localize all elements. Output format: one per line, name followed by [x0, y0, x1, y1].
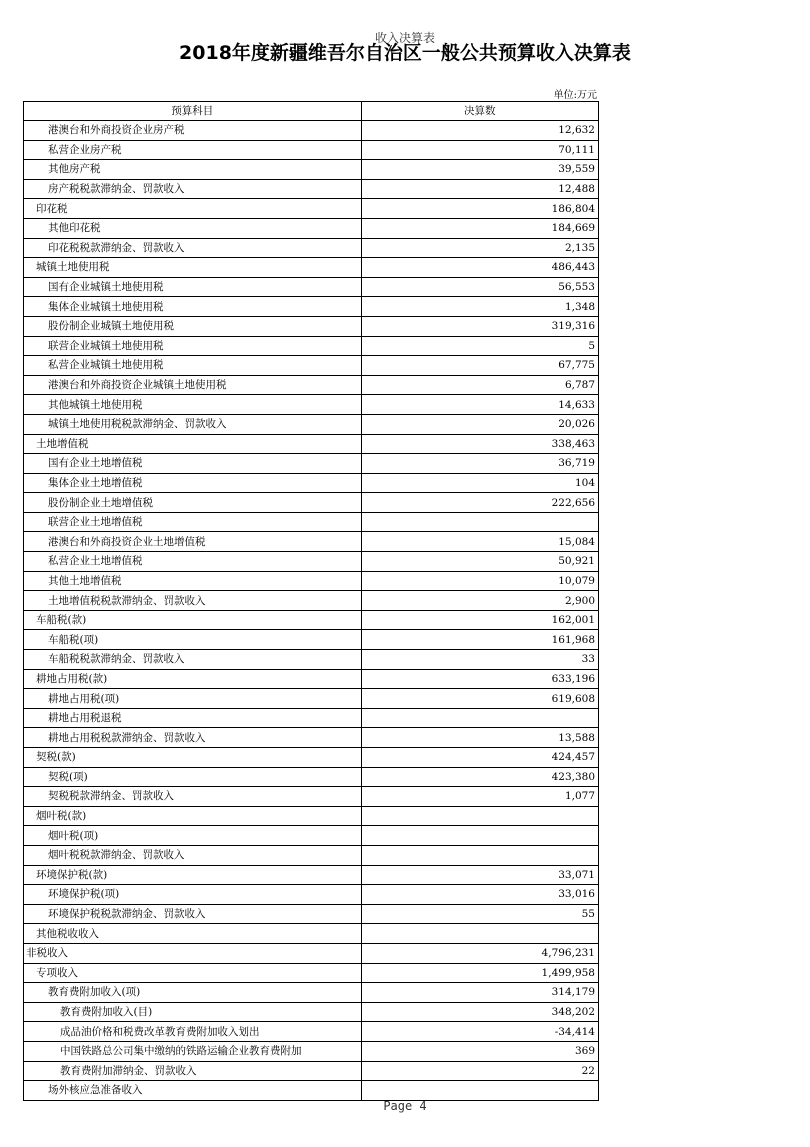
table-row	[24, 826, 599, 846]
row-subject: 港澳台和外商投资企业土地增值税	[24, 532, 362, 552]
table-row	[24, 532, 599, 552]
table-row	[24, 689, 599, 709]
row-amount: 12,488	[361, 179, 598, 199]
row-amount	[361, 845, 598, 865]
table-row	[24, 983, 599, 1003]
table-row	[24, 571, 599, 591]
row-subject: 国有企业土地增值税	[24, 454, 362, 474]
row-amount: 67,775	[361, 356, 598, 376]
table-row	[24, 865, 599, 885]
row-amount: 50,921	[361, 552, 598, 572]
table-row	[24, 336, 599, 356]
table-row	[24, 473, 599, 493]
table-row	[24, 316, 599, 336]
row-amount: 6,787	[361, 375, 598, 395]
row-amount	[361, 826, 598, 846]
row-subject: 耕地占用税(项)	[24, 689, 362, 709]
row-amount: 14,633	[361, 395, 598, 415]
table-row	[24, 1081, 599, 1101]
table-header-row	[24, 102, 599, 121]
table-row	[24, 748, 599, 768]
row-amount: 162,001	[361, 610, 598, 630]
row-subject: 环境保护税(款)	[24, 865, 362, 885]
row-subject: 私营企业土地增值税	[24, 552, 362, 572]
row-subject: 非税收入	[24, 943, 362, 963]
row-amount: 184,669	[361, 218, 598, 238]
row-amount: 314,179	[361, 983, 598, 1003]
row-amount: 348,202	[361, 1002, 598, 1022]
row-subject: 股份制企业土地增值税	[24, 493, 362, 513]
row-amount: 222,656	[361, 493, 598, 513]
row-subject: 场外核应急准备收入	[24, 1081, 362, 1101]
row-subject: 其他城镇土地使用税	[24, 395, 362, 415]
row-amount: 319,316	[361, 316, 598, 336]
row-subject: 烟叶税(项)	[24, 826, 362, 846]
table-row	[24, 160, 599, 180]
row-subject: 城镇土地使用税税款滞纳金、罚款收入	[24, 414, 362, 434]
row-subject: 港澳台和外商投资企业城镇土地使用税	[24, 375, 362, 395]
table-row	[24, 1022, 599, 1042]
row-subject: 印花税税款滞纳金、罚款收入	[24, 238, 362, 258]
table-row	[24, 297, 599, 317]
row-amount: 56,553	[361, 277, 598, 297]
table-row	[24, 787, 599, 807]
row-subject: 联营企业城镇土地使用税	[24, 336, 362, 356]
row-subject: 教育费附加收入(项)	[24, 983, 362, 1003]
table-row	[24, 218, 599, 238]
table-row	[24, 708, 599, 728]
row-subject: 耕地占用税税款滞纳金、罚款收入	[24, 728, 362, 748]
row-subject: 其他土地增值税	[24, 571, 362, 591]
table-row	[24, 199, 599, 219]
row-subject: 车船税税款滞纳金、罚款收入	[24, 650, 362, 670]
row-amount: 423,380	[361, 767, 598, 787]
table-row	[24, 591, 599, 611]
revenue-table	[23, 101, 599, 1101]
row-amount	[361, 924, 598, 944]
row-amount: 5	[361, 336, 598, 356]
row-amount: 2,900	[361, 591, 598, 611]
row-amount: 1,077	[361, 787, 598, 807]
table-row	[24, 1061, 599, 1081]
table-row	[24, 1041, 599, 1061]
row-amount: 12,632	[361, 121, 598, 141]
row-subject: 专项收入	[24, 963, 362, 983]
table-row	[24, 924, 599, 944]
table-row	[24, 845, 599, 865]
table-row	[24, 728, 599, 748]
table-row	[24, 375, 599, 395]
table-row	[24, 121, 599, 141]
row-amount: 424,457	[361, 748, 598, 768]
row-amount: 1,348	[361, 297, 598, 317]
table-row	[24, 512, 599, 532]
row-amount: 15,084	[361, 532, 598, 552]
row-amount: -34,414	[361, 1022, 598, 1042]
row-amount: 55	[361, 904, 598, 924]
row-amount	[361, 806, 598, 826]
table-row	[24, 140, 599, 160]
row-subject: 烟叶税(款)	[24, 806, 362, 826]
row-subject: 股份制企业城镇土地使用税	[24, 316, 362, 336]
row-subject: 契税税款滞纳金、罚款收入	[24, 787, 362, 807]
table-row	[24, 277, 599, 297]
table-row	[24, 238, 599, 258]
row-amount: 104	[361, 473, 598, 493]
row-subject: 环境保护税(项)	[24, 885, 362, 905]
column-header-subject: 预算科目	[24, 102, 362, 121]
row-subject: 房产税税款滞纳金、罚款收入	[24, 179, 362, 199]
row-subject: 契税(项)	[24, 767, 362, 787]
row-amount: 633,196	[361, 669, 598, 689]
row-amount: 22	[361, 1061, 598, 1081]
row-amount	[361, 512, 598, 532]
table-row	[24, 493, 599, 513]
row-amount: 10,079	[361, 571, 598, 591]
table-row	[24, 454, 599, 474]
table-row	[24, 904, 599, 924]
table-row	[24, 669, 599, 689]
row-subject: 港澳台和外商投资企业房产税	[24, 121, 362, 141]
row-amount: 486,443	[361, 258, 598, 278]
row-subject: 教育费附加收入(目)	[24, 1002, 362, 1022]
row-amount: 1,499,958	[361, 963, 598, 983]
table-row	[24, 650, 599, 670]
table-row	[24, 434, 599, 454]
page-title: 2018年度新疆维吾尔自治区一般公共预算收入决算表	[179, 42, 631, 64]
row-subject: 集体企业城镇土地使用税	[24, 297, 362, 317]
row-subject: 私营企业房产税	[24, 140, 362, 160]
row-subject: 其他印花税	[24, 218, 362, 238]
table-row	[24, 356, 599, 376]
row-subject: 国有企业城镇土地使用税	[24, 277, 362, 297]
row-subject: 成品油价格和税费改革教育费附加收入划出	[24, 1022, 362, 1042]
row-subject: 其他税收收入	[24, 924, 362, 944]
table-row	[24, 395, 599, 415]
row-subject: 土地增值税税款滞纳金、罚款收入	[24, 591, 362, 611]
row-subject: 印花税	[24, 199, 362, 219]
table-row	[24, 806, 599, 826]
row-subject: 其他房产税	[24, 160, 362, 180]
row-amount: 36,719	[361, 454, 598, 474]
row-amount: 186,804	[361, 199, 598, 219]
table-row	[24, 179, 599, 199]
row-subject: 车船税(款)	[24, 610, 362, 630]
page-number: Page 4	[383, 1099, 427, 1113]
row-subject: 私营企业城镇土地使用税	[24, 356, 362, 376]
table-row	[24, 1002, 599, 1022]
table-row	[24, 630, 599, 650]
sheet-header-label: 收入决算表	[374, 31, 435, 45]
row-subject: 中国铁路总公司集中缴纳的铁路运输企业教育费附加	[24, 1041, 362, 1061]
table-row	[24, 943, 599, 963]
row-amount: 161,968	[361, 630, 598, 650]
row-amount: 70,111	[361, 140, 598, 160]
column-header-amount: 决算数	[361, 102, 598, 121]
row-subject: 土地增值税	[24, 434, 362, 454]
row-subject: 烟叶税税款滞纳金、罚款收入	[24, 845, 362, 865]
table-row	[24, 610, 599, 630]
row-subject: 教育费附加滞纳金、罚款收入	[24, 1061, 362, 1081]
row-amount: 369	[361, 1041, 598, 1061]
row-subject: 契税(款)	[24, 748, 362, 768]
row-subject: 耕地占用税退税	[24, 708, 362, 728]
row-amount: 20,026	[361, 414, 598, 434]
row-subject: 联营企业土地增值税	[24, 512, 362, 532]
table-row	[24, 963, 599, 983]
row-amount: 39,559	[361, 160, 598, 180]
row-amount: 33,071	[361, 865, 598, 885]
row-amount: 619,608	[361, 689, 598, 709]
unit-label: 单位:万元	[553, 90, 597, 101]
row-subject: 环境保护税税款滞纳金、罚款收入	[24, 904, 362, 924]
row-amount: 33	[361, 650, 598, 670]
row-amount: 338,463	[361, 434, 598, 454]
row-amount: 4,796,231	[361, 943, 598, 963]
row-amount: 13,588	[361, 728, 598, 748]
row-subject: 集体企业土地增值税	[24, 473, 362, 493]
row-subject: 耕地占用税(款)	[24, 669, 362, 689]
row-subject: 城镇土地使用税	[24, 258, 362, 278]
row-amount: 2,135	[361, 238, 598, 258]
row-amount	[361, 708, 598, 728]
table-row	[24, 885, 599, 905]
table-row	[24, 414, 599, 434]
row-amount: 33,016	[361, 885, 598, 905]
row-subject: 车船税(项)	[24, 630, 362, 650]
table-row	[24, 552, 599, 572]
row-amount	[361, 1081, 598, 1101]
table-row	[24, 258, 599, 278]
table-row	[24, 767, 599, 787]
